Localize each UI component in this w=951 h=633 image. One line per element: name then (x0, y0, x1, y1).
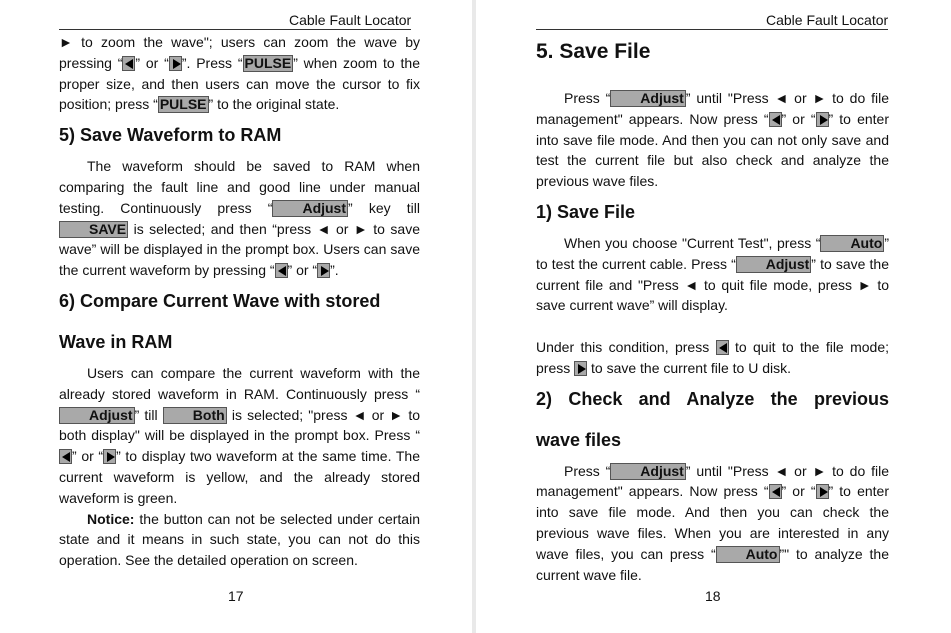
paragraph-notice: Notice: the button can not be selected under certain state and it means in such state, you can not do this operation. See the detailed operation on screen. (59, 510, 420, 569)
adjust-key: Adjust (610, 463, 686, 480)
header-rule (536, 29, 888, 30)
left-arrow-key-icon (769, 484, 782, 499)
left-arrow-key-icon (716, 340, 729, 355)
running-header: Cable Fault Locator (766, 12, 889, 28)
page-number: 18 (705, 588, 721, 604)
both-key: Both (163, 407, 227, 424)
section-heading-check-analyze-line2: wave files (536, 429, 622, 450)
paragraph-save-file-intro: Press “ Adjust ” until "Press ◄ or ► to do file management" appears. Now press “ ” or “ ” to enter into save file mode. And then you can not only save and test the current file but also check and analyze the previous wave files. (536, 90, 889, 190)
left-page (0, 0, 472, 633)
adjust-key: Adjust (736, 256, 812, 273)
auto-key: Auto (820, 235, 884, 252)
pulse-key: PULSE (159, 96, 207, 113)
page-number: 17 (228, 588, 244, 604)
section-heading-compare-wave: 6) Compare Current Wave with stored Wave in RAM (59, 290, 381, 352)
right-arrow-key-icon (103, 449, 116, 464)
paragraph-save-waveform: The waveform should be saved to RAM when comparing the fault line and good line under manual testing. Continuously press “ Adjust ” key till SAVE is selected; and then “press ◄ or ► to save wave” will be displayed in the prompt box. Users can save the current waveform by pressing “ ” or “ ”. (59, 158, 421, 279)
section-heading-save-waveform: 5) Save Waveform to RAM (59, 125, 282, 146)
right-arrow-key-icon (574, 361, 587, 376)
right-page (476, 0, 951, 633)
pulse-key: PULSE (244, 54, 292, 71)
auto-key: Auto (716, 546, 780, 563)
adjust-key: Adjust (610, 90, 686, 107)
left-arrow-key-icon (122, 56, 135, 71)
adjust-key: Adjust (59, 407, 135, 424)
left-body (59, 32, 420, 571)
left-arrow-key-icon (769, 112, 782, 127)
right-arrow-key-icon (169, 56, 182, 71)
right-arrow-key-icon (816, 112, 829, 127)
paragraph-check-analyze: Press “ Adjust ” until "Press ◄ or ► to do file management" appears. Now press “ ” or “ ” to enter into save file mode. And then you can check the previous wave files. When you are interested in any wave files, you can press “ Auto ”" to analyze the current wave file. (536, 462, 889, 583)
save-key: SAVE (59, 221, 128, 238)
paragraph-compare-wave: Users can compare the current waveform with the already stored waveform in RAM. Continuously press “Adjust ” till Both is selected; "press ◄ or ► to both display" will be displayed in the prompt box. Press “” or “ ” to display two waveform at the same time. The current waveform is yellow, and the already stored waveform is green. (59, 364, 420, 506)
right-arrow-key-icon (816, 484, 829, 499)
header-rule (59, 29, 411, 30)
section-heading-check-analyze: 2) Check and Analyze the previous (536, 388, 889, 409)
section-heading-save-file: 1) Save File (536, 201, 636, 222)
right-body (536, 38, 889, 585)
blank-line (536, 316, 889, 337)
running-header: Cable Fault Locator (289, 12, 412, 28)
adjust-key: Adjust (272, 200, 348, 217)
left-arrow-key-icon (59, 449, 72, 464)
paragraph-zoom: ► to zoom the wave"; users can zoom the wave by pressing “ ” or “ ”. Press “ PULSE ” when zoom to the proper size, and then users can move the cursor to fix position; press “ PULSE ” to the original state. (59, 34, 420, 113)
notice-label: Notice: (87, 510, 135, 527)
right-arrow-key-icon (317, 263, 330, 278)
paragraph-quit-or-save: Under this condition, press to quit to the file mode; press to save the current file to U disk. (536, 338, 890, 376)
paragraph-save-file: When you choose "Current Test", press “ Auto ” to test the current cable. Press “ Adjust ” to save the current file and "Press ◄ to quit file mode, press ► to save current wave” will display. (536, 234, 889, 314)
chapter-heading-save-file: 5. Save File (536, 40, 651, 63)
left-arrow-key-icon (275, 263, 288, 278)
